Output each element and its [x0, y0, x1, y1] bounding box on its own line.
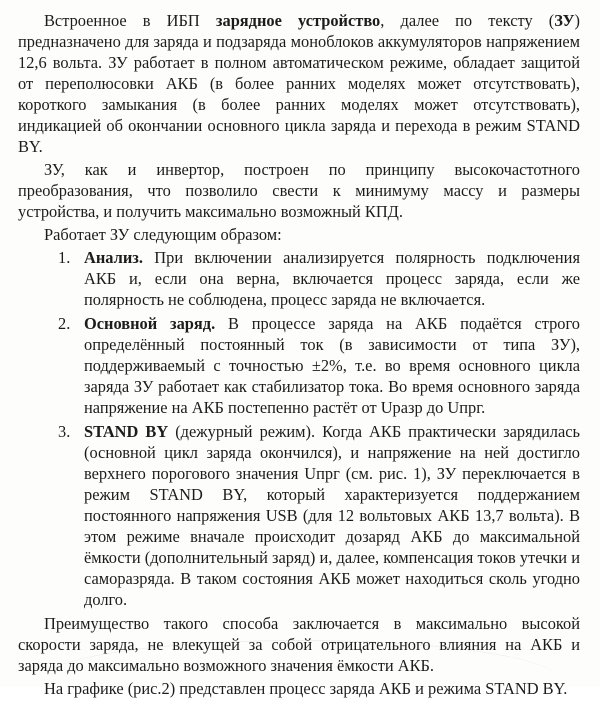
intro-paragraph [18, 10, 580, 157]
charger-abbrev: ЗУ [554, 11, 575, 30]
converter-paragraph: ЗУ, как и инвертор, построен по принципу высокочастотного преобразования, что позволило свести к минимуму массу и размеры устройства, и получить максимально возможный КПД. [18, 160, 580, 221]
list-item-text: При включении анализируется полярность подключения АКБ и, если она верна, включается процесс заряда, если же полярность не соблюдена, процесс заряда не включается. [84, 248, 580, 309]
list-item-text: В процессе заряда на АКБ подаётся строго определённый постоянный ток (в зависимости от типа ЗУ), поддерживаемый с точностью ±2%, т.е. во время основного цикла заряда ЗУ работает как стабилизатор тока. Во время основного заряда напряжение на АКБ постепенно растёт от Uразр до Uпрг. [84, 314, 580, 417]
list-item-title: Анализ. [84, 248, 143, 267]
list-item [18, 247, 580, 310]
graph-reference-paragraph: На графике (рис.2) представлен процесс заряда АКБ и режима STAND BY. [44, 679, 568, 698]
list-item-number: 1. [58, 248, 71, 267]
list-item [18, 421, 580, 610]
list-item [18, 313, 580, 418]
intro-text-end: ) предназначено для заряда и подзаряда моноблоков аккумуляторов напряжением 12,6 вольта. ЗУ работает в полном автоматическом режиме, обладает защитой от переполюсовки АКБ (в более ранних моделях может отсутствовать), короткого замыкания (в более ранних моделях может отсутствовать), индикацией об окончании основного цикла заряда и перехода в режим STAND BY. [18, 11, 580, 156]
list-item-title: Основной заряд. [84, 314, 216, 333]
advantage-paragraph: Преимущество такого способа заключается в максимально высокой скорости заряда, не влекущей за собой отрицательного влияния на АКБ и заряда до максимально возможного значения ёмкости АКБ. [18, 614, 580, 675]
list-item-number: 3. [58, 422, 71, 441]
list-intro: Работает ЗУ следующим образом: [44, 225, 282, 244]
intro-text-mid: , далее по тексту ( [380, 11, 555, 30]
bleed-through-artifact [40, 640, 560, 721]
document-body [18, 10, 580, 701]
list-item-number: 2. [58, 314, 71, 333]
stages-list [18, 247, 580, 610]
list-item-text: (дежурный режим). Когда АКБ практически зарядилась (основной цикл заряда окончился), и напряжение на ней достигло верхнего порогового значения Uпрг (см. рис. 1), ЗУ переключается в режим STAND BY, который характеризуется поддержанием постоянного напряжения USB (для 12 вольтовых АКБ 13,7 вольта). В этом режиме вначале происходит дозаряд АКБ до максимальной ёмкости (дополнительный заряд) и, далее, компенсация токов утечки и саморазряда. В таком состояния АКБ может находиться сколь угодно долго. [84, 422, 580, 609]
list-item-title: STAND BY [84, 422, 169, 441]
intro-text-start: Встроенное в ИБП [44, 11, 216, 30]
charger-term: зарядное устройство [215, 11, 381, 30]
